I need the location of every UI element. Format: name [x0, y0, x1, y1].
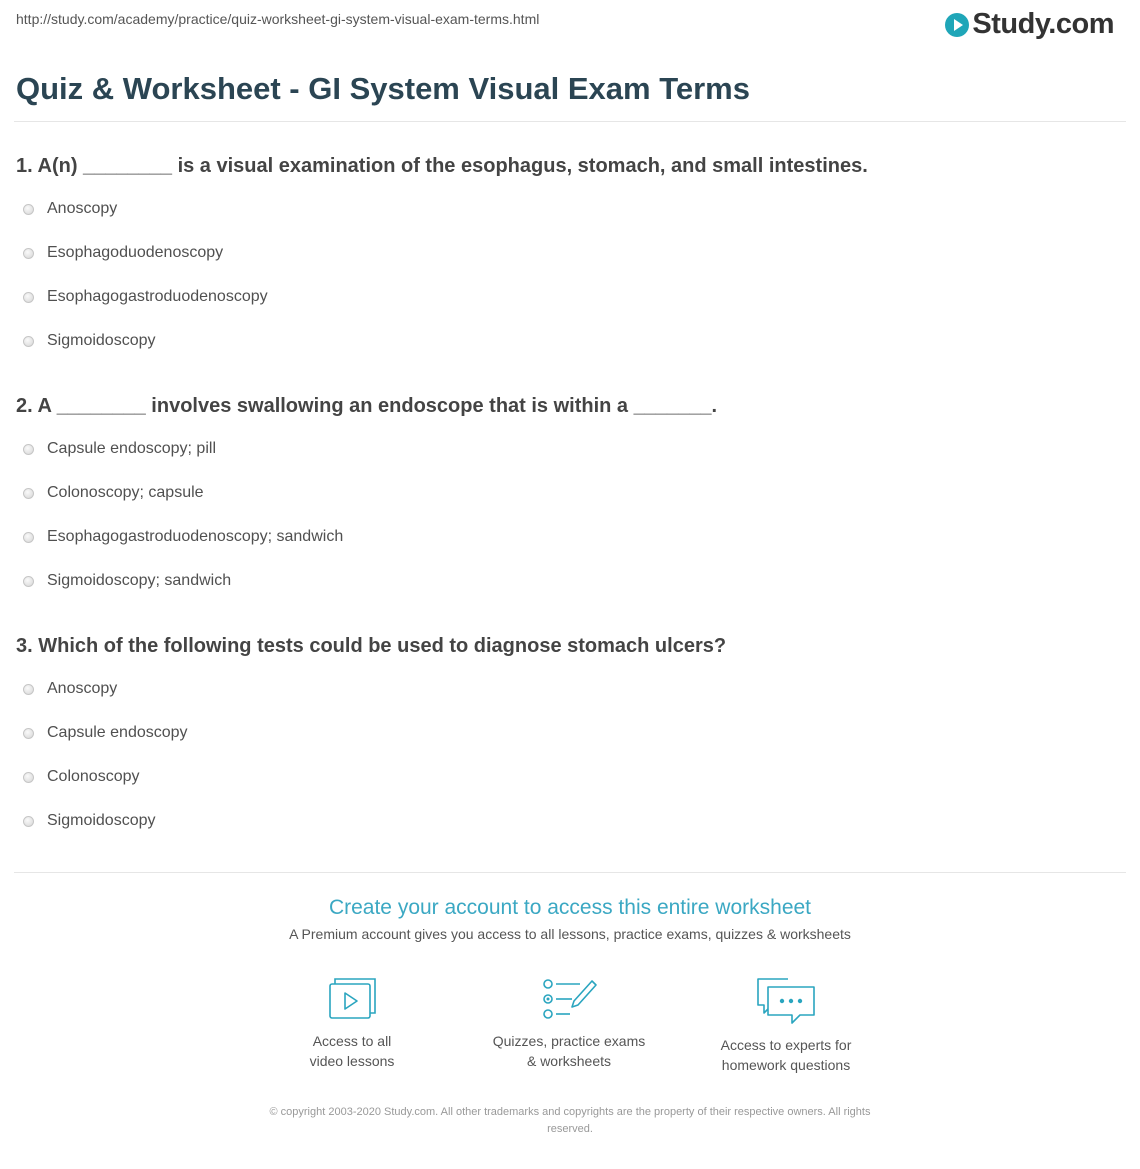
- radio-button[interactable]: [23, 488, 34, 499]
- feature-caption-line2: & worksheets: [526, 1053, 612, 1069]
- radio-button[interactable]: [23, 444, 34, 455]
- radio-button[interactable]: [23, 292, 34, 303]
- option-label: Esophagoduodenoscopy: [47, 244, 224, 261]
- option-label: Colonoscopy: [47, 768, 140, 785]
- feature-caption-line1: Access to experts for: [720, 1037, 852, 1053]
- radio-button[interactable]: [23, 816, 34, 827]
- option-label: Capsule endoscopy; pill: [47, 440, 216, 457]
- option-label: Colonoscopy; capsule: [47, 484, 204, 501]
- feature-experts: [686, 975, 886, 1075]
- copyright-line2: reserved.: [547, 1123, 593, 1135]
- feature-caption-line1: Quizzes, practice exams: [492, 1033, 646, 1049]
- option-label: Sigmoidoscopy: [47, 332, 156, 349]
- option-label: Capsule endoscopy: [47, 724, 188, 741]
- question-1: 1. A(n) ________ is a visual examination of the esophagus, stomach, and small intestines.: [16, 155, 868, 177]
- video-lessons-icon: [326, 975, 378, 1023]
- radio-button[interactable]: [23, 532, 34, 543]
- feature-caption-line2: homework questions: [721, 1057, 851, 1073]
- radio-button[interactable]: [23, 772, 34, 783]
- question-2: 2. A ________ involves swallowing an endoscope that is within a _______.: [16, 395, 718, 417]
- option-label: Anoscopy: [47, 200, 118, 217]
- feature-video-lessons: [252, 975, 452, 1071]
- q1-option-3[interactable]: [23, 288, 268, 306]
- cta-divider: [14, 872, 1126, 873]
- logo-text: Study.com: [972, 8, 1114, 40]
- q2-option-3[interactable]: [23, 528, 343, 546]
- quiz-checklist-icon: [540, 975, 598, 1023]
- option-label: Sigmoidoscopy: [47, 812, 156, 829]
- option-label: Esophagogastroduodenoscopy; sandwich: [47, 528, 344, 545]
- feature-caption-line1: Access to all: [312, 1033, 392, 1049]
- radio-button[interactable]: [23, 576, 34, 587]
- q2-option-4[interactable]: [23, 572, 231, 590]
- study-com-logo[interactable]: [945, 8, 1114, 41]
- q1-option-4[interactable]: [23, 332, 156, 350]
- chat-bubbles-icon: [754, 975, 818, 1027]
- play-logo-icon: [945, 13, 969, 37]
- radio-button[interactable]: [23, 336, 34, 347]
- radio-button[interactable]: [23, 684, 34, 695]
- q3-option-4[interactable]: [23, 812, 156, 830]
- q3-option-1[interactable]: [23, 680, 117, 698]
- option-label: Sigmoidoscopy; sandwich: [47, 572, 232, 589]
- option-label: Anoscopy: [47, 680, 118, 697]
- radio-button[interactable]: [23, 728, 34, 739]
- copyright-line1: © copyright 2003-2020 Study.com. All other trademarks and copyrights are the property of their respective owners. All rights: [269, 1106, 871, 1118]
- q1-option-2[interactable]: [23, 244, 223, 262]
- radio-button[interactable]: [23, 204, 34, 215]
- title-divider: [14, 121, 1126, 122]
- copyright-notice: [210, 1104, 930, 1138]
- q3-option-2[interactable]: [23, 724, 188, 742]
- question-3: 3. Which of the following tests could be used to diagnose stomach ulcers?: [16, 635, 727, 657]
- option-label: Esophagogastroduodenoscopy: [47, 288, 268, 305]
- page-url: http://study.com/academy/practice/quiz-worksheet-gi-system-visual-exam-terms.html: [16, 11, 540, 27]
- q2-option-2[interactable]: [23, 484, 204, 502]
- q3-option-3[interactable]: [23, 768, 140, 786]
- feature-caption-line2: video lessons: [309, 1053, 395, 1069]
- feature-quizzes: [469, 975, 669, 1071]
- page-title: Quiz & Worksheet - GI System Visual Exam Terms: [16, 71, 750, 106]
- create-account-link[interactable]: Create your account to access this entire worksheet: [328, 896, 812, 919]
- q2-option-1[interactable]: [23, 440, 216, 458]
- cta-subtitle: A Premium account gives you access to all lessons, practice exams, quizzes & worksheets: [289, 926, 851, 942]
- q1-option-1[interactable]: [23, 200, 117, 218]
- radio-button[interactable]: [23, 248, 34, 259]
